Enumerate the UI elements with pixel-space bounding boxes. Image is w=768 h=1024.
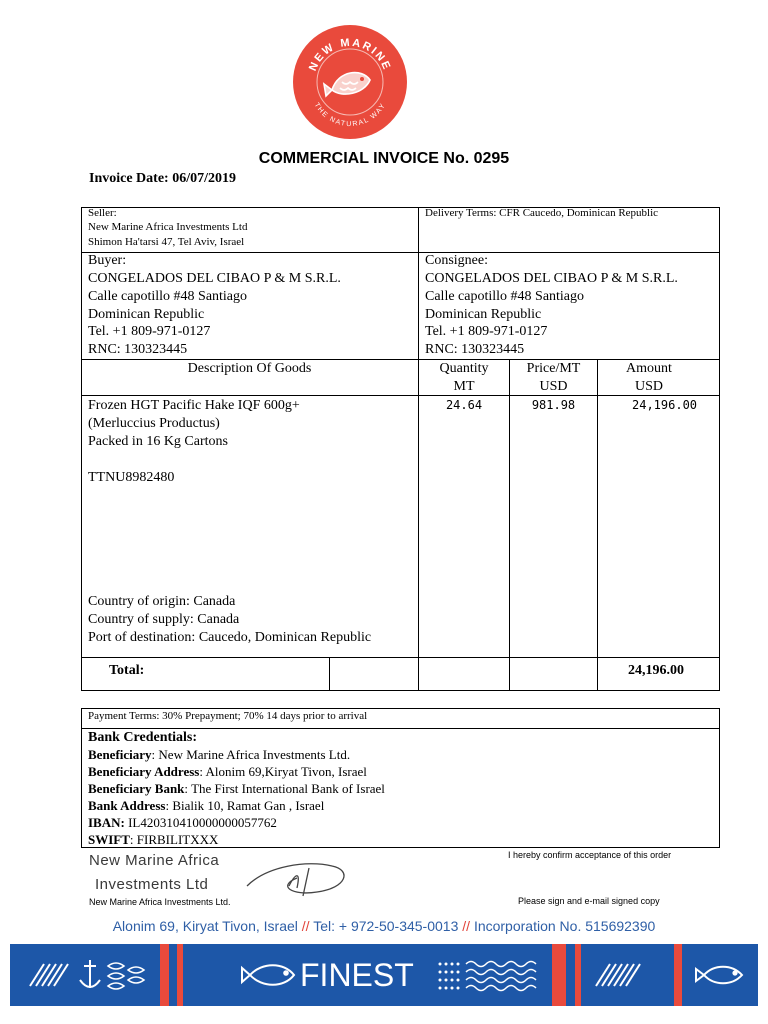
big-fish-icon [242,965,294,985]
fish-icon [696,967,742,984]
footer-banner [10,944,758,1006]
payment-terms: Payment Terms: 30% Prepayment; 70% 14 days prior to arrival [88,710,368,722]
item-quantity: 24.64 [445,398,483,412]
item-description: Frozen HGT Pacific Hake IQF 600g+ [88,398,300,413]
bank-row: Beneficiary Address: Alonim 69,Kiryat Tivon, Israel [88,764,367,779]
header-price-unit: USD [539,379,568,394]
total-label: Total: [109,663,145,678]
seller-address: Shimon Ha'tarsi 47, Tel Aviv, Israel [88,236,245,248]
banner-text: FINEST [300,957,414,993]
invoice-date: Invoice Date: 06/07/2019 [89,171,236,186]
buyer-line: Tel. +1 809-971-0127 [88,324,211,339]
seller-name: New Marine Africa Investments Ltd [88,221,248,233]
item-price: 981.98 [531,398,576,412]
container-number: TTNU8982480 [88,470,175,485]
item-description: Packed in 16 Kg Cartons [88,434,228,449]
header-amount: Amount [626,361,672,376]
consignee-label: Consignee: [425,253,488,268]
buyer-label: Buyer: [88,253,127,268]
footer-address: Alonim 69, Kiryat Tivon, Israel // Tel: + 972-50-345-0013 // Incorporation No. 515692390 [112,918,656,934]
new-marine-logo [292,24,408,140]
header-amount-unit: USD [634,379,663,394]
item-amount: 24,196.00 [632,398,698,412]
delivery-terms: Delivery Terms: CFR Caucedo, Dominican Republic [425,207,659,219]
svg-text:NEW MARINE: NEW MARINE [306,36,394,73]
svg-text:THE NATURAL WAY: THE NATURAL WAY [312,101,388,129]
anchor-icon [80,960,100,988]
buyer-line: CONGELADOS DEL CIBAO P & M S.R.L. [88,271,341,286]
seller-label: Seller: [88,207,117,219]
bank-row: SWIFT: FIRBILITXXX [88,832,219,847]
header-price: Price/MT [526,361,581,376]
buyer-line: RNC: 130323445 [88,342,188,357]
consignee-line: Tel. +1 809-971-0127 [425,324,548,339]
origin-line: Country of supply: Canada [88,612,240,627]
bank-row: Beneficiary: New Marine Africa Investments Ltd. [88,747,351,762]
total-value: 24,196.00 [628,663,684,678]
acceptance-text: I hereby confirm acceptance of this order [508,850,672,860]
item-description: (Merluccius Productus) [88,416,220,431]
bank-row: Bank Address: Bialik 10, Ramat Gan , Israel [88,798,325,813]
signature-scribble [237,856,367,898]
consignee-line: Dominican Republic [425,307,542,322]
buyer-line: Calle capotillo #48 Santiago [88,289,248,304]
header-description: Description Of Goods [187,361,312,376]
origin-line: Country of origin: Canada [88,594,236,609]
sign-note: Please sign and e-mail signed copy [518,896,660,906]
consignee-line: Calle capotillo #48 Santiago [425,289,585,304]
waves-icon [466,962,536,991]
header-quantity: Quantity [439,361,489,376]
bank-row: IBAN: IL420310410000000057762 [88,815,277,830]
origin-line: Port of destination: Caucedo, Dominican Republic [88,630,372,645]
header-quantity-unit: MT [453,379,475,394]
buyer-line: Dominican Republic [88,307,205,322]
bank-heading: Bank Credentials: [88,730,198,745]
bank-row: Beneficiary Bank: The First International Bank of Israel [88,781,385,796]
invoice-title: COMMERCIAL INVOICE No. 0295 [258,150,510,167]
hatch-icon [596,964,640,986]
fish-pattern-icon [108,963,144,989]
hatch-icon [30,964,68,986]
dots-pattern-icon [439,963,460,990]
consignee-line: CONGELADOS DEL CIBAO P & M S.R.L. [425,271,678,286]
consignee-line: RNC: 130323445 [425,342,525,357]
